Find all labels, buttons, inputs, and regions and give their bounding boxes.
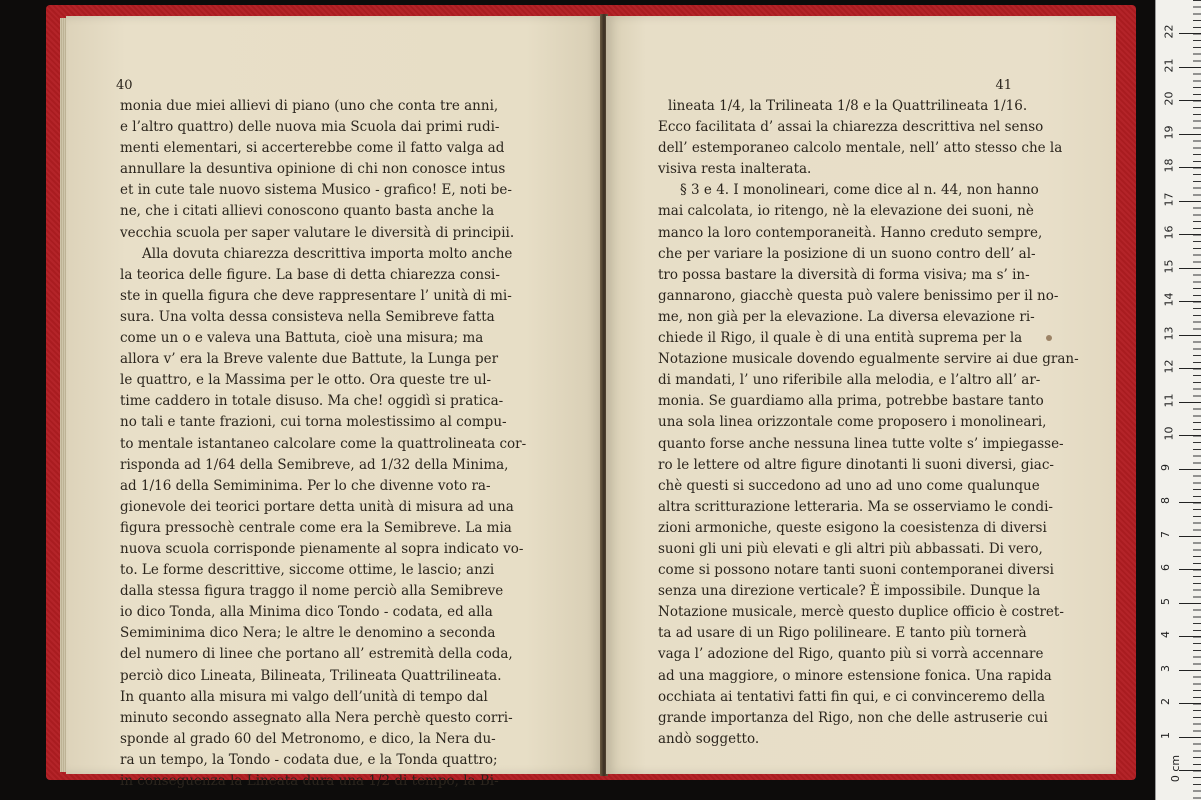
ruler-label: 20 — [1162, 91, 1176, 106]
text-line: ro le lettere od altre figure dinotanti li suoni diversi, giac- — [658, 456, 1054, 473]
text-line: vecchia scuola per saper valutare le diversità di principii. — [120, 224, 515, 241]
text-line: minuto secondo assegnato alla Nera perchè questo corri- — [120, 709, 513, 726]
measurement-ruler — [1155, 0, 1201, 800]
text-line: del numero di linee che portano all’ estremità della coda, — [120, 646, 513, 663]
ruler-label: 12 — [1162, 359, 1176, 374]
text-line: una sola linea orizzontale come proposero i monolineari, — [658, 414, 1047, 431]
ruler-major-tick — [1179, 134, 1201, 135]
text-line: chiede il Rigo, il quale è di una entità suprema per la — [658, 330, 1023, 347]
text-line: figura pressochè centrale come era la Semibreve. La mia — [120, 519, 512, 536]
text-line: gannarono, giacchè questa può valere benissimo per il no- — [658, 287, 1059, 304]
text-line: ne, che i citati allievi conoscono quanto basta anche la — [120, 203, 495, 220]
ruler-major-tick — [1179, 268, 1201, 269]
text-line: Ecco facilitata d’ assai la chiarezza descrittiva nel senso — [658, 119, 1044, 136]
ruler-label: 21 — [1162, 58, 1176, 72]
ruler-major-tick — [1179, 33, 1201, 34]
left-page-number: 40 — [116, 78, 133, 93]
left-page-text — [120, 96, 527, 792]
ruler-major-tick — [1179, 67, 1201, 68]
ruler-major-tick — [1179, 703, 1201, 704]
ruler-label: 18 — [1162, 158, 1176, 173]
text-line: Notazione musicale dovendo egualmente servire ai due gran- — [658, 351, 1079, 368]
text-line: suoni gli uni più elevati e gli altri più abbassati. Di vero, — [658, 540, 1043, 557]
ruler-label: 6 — [1159, 564, 1172, 571]
ruler-label: 11 — [1162, 393, 1176, 407]
ruler-major-tick — [1179, 603, 1201, 604]
ruler-label: 3 — [1159, 664, 1172, 672]
text-line: andò soggetto. — [658, 730, 760, 747]
text-line: in conseguenza la Lineata dura una 1/2 di tempo, la Bi- — [120, 773, 499, 789]
text-line: menti elementari, si accerterebbe come il fatto valga ad — [120, 140, 505, 157]
text-line: dalla stessa figura traggo il nome perciò alla Semibreve — [120, 583, 504, 600]
right-page-text — [658, 96, 1079, 750]
text-line: ta ad usare di un Rigo polilineare. E tanto più tornerà — [658, 625, 1027, 642]
text-line: visiva resta inalterata. — [658, 161, 812, 178]
ruler-major-tick — [1179, 435, 1201, 436]
ruler-major-tick — [1179, 301, 1201, 302]
ruler-label: 17 — [1162, 192, 1176, 206]
text-line: ad 1/16 della Semiminima. Per lo che divenne voto ra- — [120, 477, 491, 494]
ruler-major-tick — [1179, 100, 1201, 101]
text-line: nuova scuola corrisponde pienamente al sopra indicato vo- — [120, 540, 524, 557]
text-line: che per variare la posizione di un suono contro dell’ al- — [658, 245, 1036, 262]
text-line: to. Le forme descrittive, siccome ottime, le lascio; anzi — [120, 562, 495, 579]
text-line: manco la loro contemporaneità. Hanno creduto sempre, — [658, 224, 1043, 241]
text-line: la teorica delle figure. La base di detta chiarezza consi- — [120, 266, 500, 283]
ruler-major-tick — [1179, 502, 1201, 503]
ruler-ticks — [1187, 0, 1201, 800]
text-line: In quanto alla misura mi valgo dell’unità di tempo dal — [120, 688, 488, 705]
text-line: Notazione musicale, mercè questo duplice officio è costret- — [658, 604, 1064, 621]
ruler-major-tick — [1179, 234, 1201, 235]
text-line: vaga l’ adozione del Rigo, quanto più si vorrà accennare — [658, 646, 1044, 663]
text-line: risponda ad 1/64 della Semibreve, ad 1/32 della Minima, — [120, 456, 509, 473]
ruler-label: 1 — [1159, 731, 1172, 739]
text-line: et in cute tale nuovo sistema Musico - grafico! E, noti be- — [120, 182, 512, 199]
text-line: monia. Se guardiamo alla prima, potrebbe bastare tanto — [658, 393, 1044, 410]
text-line: sponde al grado 60 del Metronomo, e dico, la Nera du- — [120, 730, 496, 747]
ruler-major-tick — [1179, 201, 1201, 202]
text-line: come un o e valeva una Battuta, cioè una misura; ma — [120, 330, 484, 347]
text-line: senza una direzione verticale? È impossibile. Dunque la — [658, 583, 1041, 600]
ruler-major-tick — [1179, 469, 1201, 470]
text-line: perciò dico Lineata, Bilineata, Trilineata Quattrilineata. — [120, 667, 502, 684]
text-line: occhiata ai tentativi fatti fin qui, e ci convinceremo della — [658, 688, 1046, 705]
ruler-major-tick — [1179, 536, 1201, 537]
ruler-label: 9 — [1159, 463, 1172, 471]
text-line: zioni armoniche, queste esigono la coesistenza di diversi — [658, 519, 1047, 536]
ruler-label: 15 — [1162, 259, 1176, 273]
right-page-number: 41 — [995, 78, 1012, 93]
text-line: e l’altro quattro) delle nuova mia Scuola dai primi rudi- — [120, 119, 500, 136]
ruler-label: 14 — [1162, 292, 1176, 307]
text-line: ste in quella figura che deve rappresentare l’ unità di mi- — [120, 287, 512, 304]
text-line: altra scritturazione letteraria. Ma se osserviamo le condi- — [658, 498, 1053, 515]
ruler-label: 10 — [1162, 426, 1176, 441]
text-line: come si possono notare tanti suoni contemporanei diversi — [658, 562, 1054, 579]
ruler-major-tick — [1179, 402, 1201, 403]
text-line: io dico Tonda, alla Minima dico Tondo - codata, ed alla — [120, 604, 493, 621]
text-line: mai calcolata, io ritengo, nè la elevazione dei suoni, nè — [658, 203, 1034, 220]
ruler-major-tick — [1179, 569, 1201, 570]
ruler-major-tick — [1179, 737, 1201, 738]
text-line: le quattro, e la Massima per le otto. Ora queste tre ul- — [120, 372, 492, 389]
text-line: grande importanza del Rigo, non che delle astruserie cui — [658, 709, 1048, 726]
text-line: di mandati, l’ uno riferibile alla melodia, e l’altro all’ ar- — [658, 372, 1041, 389]
ruler-label: 0 cm — [1169, 754, 1183, 783]
ruler-label: 2 — [1159, 698, 1172, 705]
text-line: chè questi si succedono ad uno ad uno come qualunque — [658, 477, 1040, 494]
text-line: tro possa bastare la diversità di forma visiva; ma s’ in- — [658, 266, 1030, 283]
text-line: sura. Una volta dessa consisteva nella Semibreve fatta — [120, 308, 495, 325]
left-page — [66, 16, 602, 789]
text-line: lineata 1/4, la Trilineata 1/8 e la Quattrilineata 1/16. — [668, 98, 1028, 114]
text-line: § 3 e 4. I monolineari, come dice al n. 44, non hanno — [680, 182, 1039, 199]
ruler-label: 8 — [1159, 497, 1172, 504]
text-line: dell’ estemporaneo calcolo mentale, nell’ atto stesso che la — [658, 140, 1063, 157]
ruler-label: 13 — [1162, 326, 1176, 340]
text-line: no tali e tante frazioni, cui torna molestissimo al compu- — [120, 414, 507, 431]
text-line: allora v’ era la Breve valente due Battute, la Lunga per — [120, 351, 499, 368]
ruler-label: 22 — [1162, 24, 1176, 39]
ruler-label: 16 — [1162, 225, 1176, 240]
text-line: Alla dovuta chiarezza descrittiva importa molto anche — [142, 245, 513, 262]
text-line: ra un tempo, la Tondo - codata due, e la Tonda quattro; — [120, 751, 498, 768]
ruler-major-tick — [1179, 670, 1201, 671]
text-line: me, non già per la elevazione. La diversa elevazione ri- — [658, 308, 1035, 325]
text-line: to mentale istantaneo calcolare come la quattrolineata cor- — [120, 435, 527, 452]
right-page — [606, 16, 1116, 774]
ruler-label: 7 — [1159, 530, 1172, 538]
text-line: Semiminima dico Nera; le altre le denomino a seconda — [120, 625, 496, 642]
ruler-major-tick — [1179, 770, 1201, 771]
ruler-label: 4 — [1159, 631, 1172, 638]
text-line: quanto forse anche nessuna linea tutte volte s’ impiegasse- — [658, 435, 1064, 452]
ruler-label: 5 — [1159, 597, 1172, 605]
text-line: time caddero in totale disuso. Ma che! oggidì si pratica- — [120, 393, 504, 410]
ruler-major-tick — [1179, 636, 1201, 637]
text-line: ad una maggiore, o minore estensione fonica. Una rapida — [658, 667, 1052, 684]
ruler-major-tick — [1179, 167, 1201, 168]
text-line: annullare la desuntiva opinione di chi non conosce intus — [120, 161, 506, 178]
ruler-major-tick — [1179, 368, 1201, 369]
text-line: monia due miei allievi di piano (uno che conta tre anni, — [120, 98, 499, 114]
ruler-label: 19 — [1162, 125, 1176, 139]
text-line: gionevole dei teorici portare detta unità di misura ad una — [120, 498, 514, 515]
ruler-major-tick — [1179, 335, 1201, 336]
paper-stain — [1046, 335, 1052, 341]
